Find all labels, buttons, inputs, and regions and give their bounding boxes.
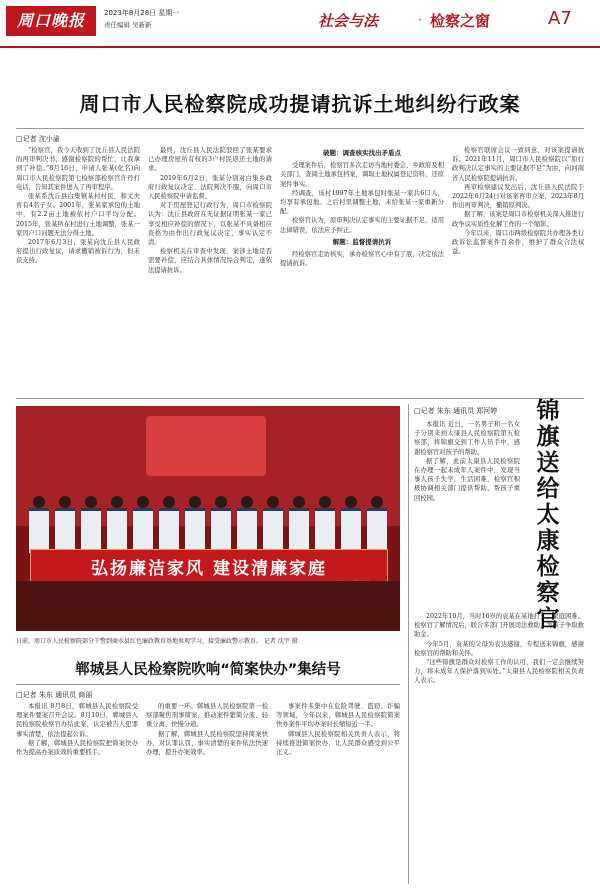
column-divider xyxy=(408,404,409,884)
article3-column-top xyxy=(414,420,520,610)
news-photo xyxy=(16,406,400,631)
paragraph: 对于房屋登记行政行为，周口市检察院认为：沈丘县政府在无证据证明张某一家已享受相应补偿的情况下，以张某不具备相应资格为由作出行政复议决定，事实认定不清。 xyxy=(148,202,272,247)
paragraph: 检察官联席会议一致同意，对该案提请抗诉。2021年11月，周口市人民检察院以“原行政判决认定事实的主要证据不足”为由，向河南省人民检察院提请抗诉。 xyxy=(452,147,584,182)
paragraph: 据了解，郸城县人民检察院坚持简案快办，对认罪认罚、事实清楚的案件依法快速办理，提升办案效率。 xyxy=(146,730,268,757)
photo-person xyxy=(236,496,258,552)
paragraph: 2019年6月2日，张某分别对白集乡政府行政复议决定、法院判决不服，向周口市人民检察院申请监督。 xyxy=(148,174,272,201)
paragraph: 经调查，该村1997年土地承包时张某一家共6口人，均享有承包地。之后村里调整土地，未给张某一家重新分配。 xyxy=(280,189,444,216)
editor-credit: 责任编辑 吴新新 xyxy=(104,21,152,29)
paragraph: 据了解，郸城县人民检察院把简案快办作为提高办案质效的重要抓手。 xyxy=(16,739,138,757)
photo-person xyxy=(28,496,50,552)
paragraph: 郸城县人民检察院相关负责人表示，将持续推进简案快办，让人民群众感受到公平正义。 xyxy=(276,730,400,757)
paragraph: 检察机关在审查中发现，案涉土地是否需要补偿，应结合具体情况综合判定，遂依法提请抗诉。 xyxy=(148,248,272,274)
photo-emblem-wall xyxy=(146,416,266,476)
section-separator: · xyxy=(418,13,422,27)
paragraph: 最终，沈丘县人民法院驳回了张某要求已办理房屋所有权的3户村民返还土地的请求。 xyxy=(148,147,272,173)
article1-column-2 xyxy=(148,146,272,394)
subsection-name: 检察之窗 xyxy=(430,12,491,30)
paragraph: 本报讯 8月8日，郸城县人民检察院受理案件要案召开会议。8月10日，郸城县人民检察院检察官办结此案，认定被告人犯罪事实清楚，依法提起公诉。 xyxy=(16,703,138,738)
article3-column-bottom xyxy=(414,612,584,884)
article2-byline: □记者 朱东 通讯员 商丽 xyxy=(16,691,93,699)
paragraph: 据了解，此前太康县人民检察院在办理一起未成年人案件中，发现当事人孩子失学，生活困难，检察官积极协调相关部门提供帮助，帮孩子重回校园。 xyxy=(414,457,520,502)
divider xyxy=(16,128,584,129)
photo-person xyxy=(54,496,76,552)
photo-person xyxy=(288,496,310,552)
photo-person xyxy=(340,496,362,552)
paragraph: “检察官，我今天收到了沈丘县人民法院的再审判决书，感谢检察院的帮忙，让我拿到了补偿。”8月16日，申请人张某(化名)向周口市人民检察院第七检察部检察官许丹打电话，告知其案件进入了再审程序。 xyxy=(16,147,140,191)
paragraph: “这些锦旗是群众对检察工作的认可，我们一定会继续努力，将未成年人保护落到实处。”太康县人民检察院相关负责人表示。 xyxy=(414,659,584,685)
article1-column-1 xyxy=(16,146,140,394)
newspaper-logo: 周口晚报 xyxy=(6,6,96,36)
article1-column-3 xyxy=(280,146,444,394)
article2-headline: 郸城县人民检察院吹响“简案快办”集结号 xyxy=(75,662,341,678)
article1-column-4 xyxy=(452,146,584,394)
article3-headline: 锦旗送给太康检察官 xyxy=(536,398,560,632)
paragraph: 本报讯 近日，一名男子和一名女子分别来到太康县人民检察院第五检察部，将锦旗交到工作人员手中，感谢检察官对孩子的帮助。 xyxy=(414,421,520,456)
photo-person xyxy=(106,496,128,552)
paragraph: 今年以来，周口市两级检察院共办理各类行政诉讼监督案件百余件，维护了群众合法权益。 xyxy=(452,229,584,256)
paragraph: 的重要一环。郸城县人民检察院第一检察部聚焦刑事简案，推动案件繁简分流、轻重分离、快慢分道。 xyxy=(146,703,268,729)
paragraph: 受理案件后，检察官多次走访当地村委会、乡政府及相关部门，查阅土地承包档案，调取土地权属登记资料，还原案件事实。 xyxy=(280,162,444,188)
article2-column-2 xyxy=(146,702,268,884)
paragraph: 经检察官走访核实，承办检察官心中有了底，决定依法提请抗诉。 xyxy=(280,251,444,268)
subheading: 破题：调查核实找出矛盾点 xyxy=(323,149,401,157)
section-name: 社会与法 xyxy=(318,12,379,30)
photo-person xyxy=(80,496,102,552)
paragraph: 2017年6月3日，张某向沈丘县人民政府提出行政复议，请求撤销被诉行为，但未获支持。 xyxy=(16,239,140,265)
subheading: 解题：监督提请抗诉 xyxy=(332,237,392,246)
photo-person xyxy=(132,496,154,552)
photo-person xyxy=(262,496,284,552)
article2-column-3 xyxy=(276,702,400,884)
paragraph: 事案件多集中在危险驾驶、盗窃、诈骗等领域，今年以来，郸城县人民检察院简案快办案件平均办案时长缩短近一半。 xyxy=(276,703,400,729)
article1-byline: □记者 沈小渝 xyxy=(16,135,60,143)
photo-floor xyxy=(16,581,400,631)
divider xyxy=(16,398,584,399)
banner-slogan: 弘扬廉洁家风 建设清廉家庭 xyxy=(91,559,327,579)
paragraph: 检察官认为，原审判决认定事实的主要证据不足，适用法律错误，依法应予纠正。 xyxy=(280,217,444,234)
paragraph: 张某系沈丘县白集镇某村村民，和丈夫育有4名子女。2001年，张某家承包的土地中，有2.2亩土地被依村户口平均分配。2015年，张某所在村进行土地调整，张某一家因户口问题无法分得土地。 xyxy=(16,193,140,237)
article2-column-1 xyxy=(16,702,138,884)
photo-person xyxy=(158,496,180,552)
photo-caption: 日前，周口市人民检察院部分干警到商水县红色廉政教育基地参观学习，接受廉政警示教育。 记者 沈宇 摄 xyxy=(16,638,298,645)
paragraph: 再审检察建议发出后，沈丘县人民法院于2022年6月24日对该案再审立案，2023年8月作出再审判决，撤销原判决。 xyxy=(452,183,584,210)
photo-person xyxy=(210,496,232,552)
photo-group-people xyxy=(28,496,388,552)
issue-date: 2023年8月28日 星期一 xyxy=(104,9,180,17)
photo-person xyxy=(314,496,336,552)
photo-person xyxy=(366,496,388,552)
paragraph: 据了解，该案是周口市检察机关深入推进行政争议实质性化解工作的一个缩影。 xyxy=(452,211,584,228)
article3-byline: □记者 朱东 通讯员 郑河婷 xyxy=(414,407,498,415)
paragraph: 今年5月，袁某的父母为表达感谢，专程送来锦旗，感谢检察官的帮助和关怀。 xyxy=(414,640,584,657)
page-number: A7 xyxy=(548,8,572,29)
article1-headline: 周口市人民检察院成功提请抗诉土地纠纷行政案 xyxy=(79,92,521,116)
photo-person xyxy=(184,496,206,552)
paragraph: 2022年10月，当时16岁的袁某在某地打工，家庭困难。检察官了解情况后，联合多部门开展司法救助，为孩子争取救助金。 xyxy=(414,613,584,639)
divider xyxy=(16,684,400,685)
